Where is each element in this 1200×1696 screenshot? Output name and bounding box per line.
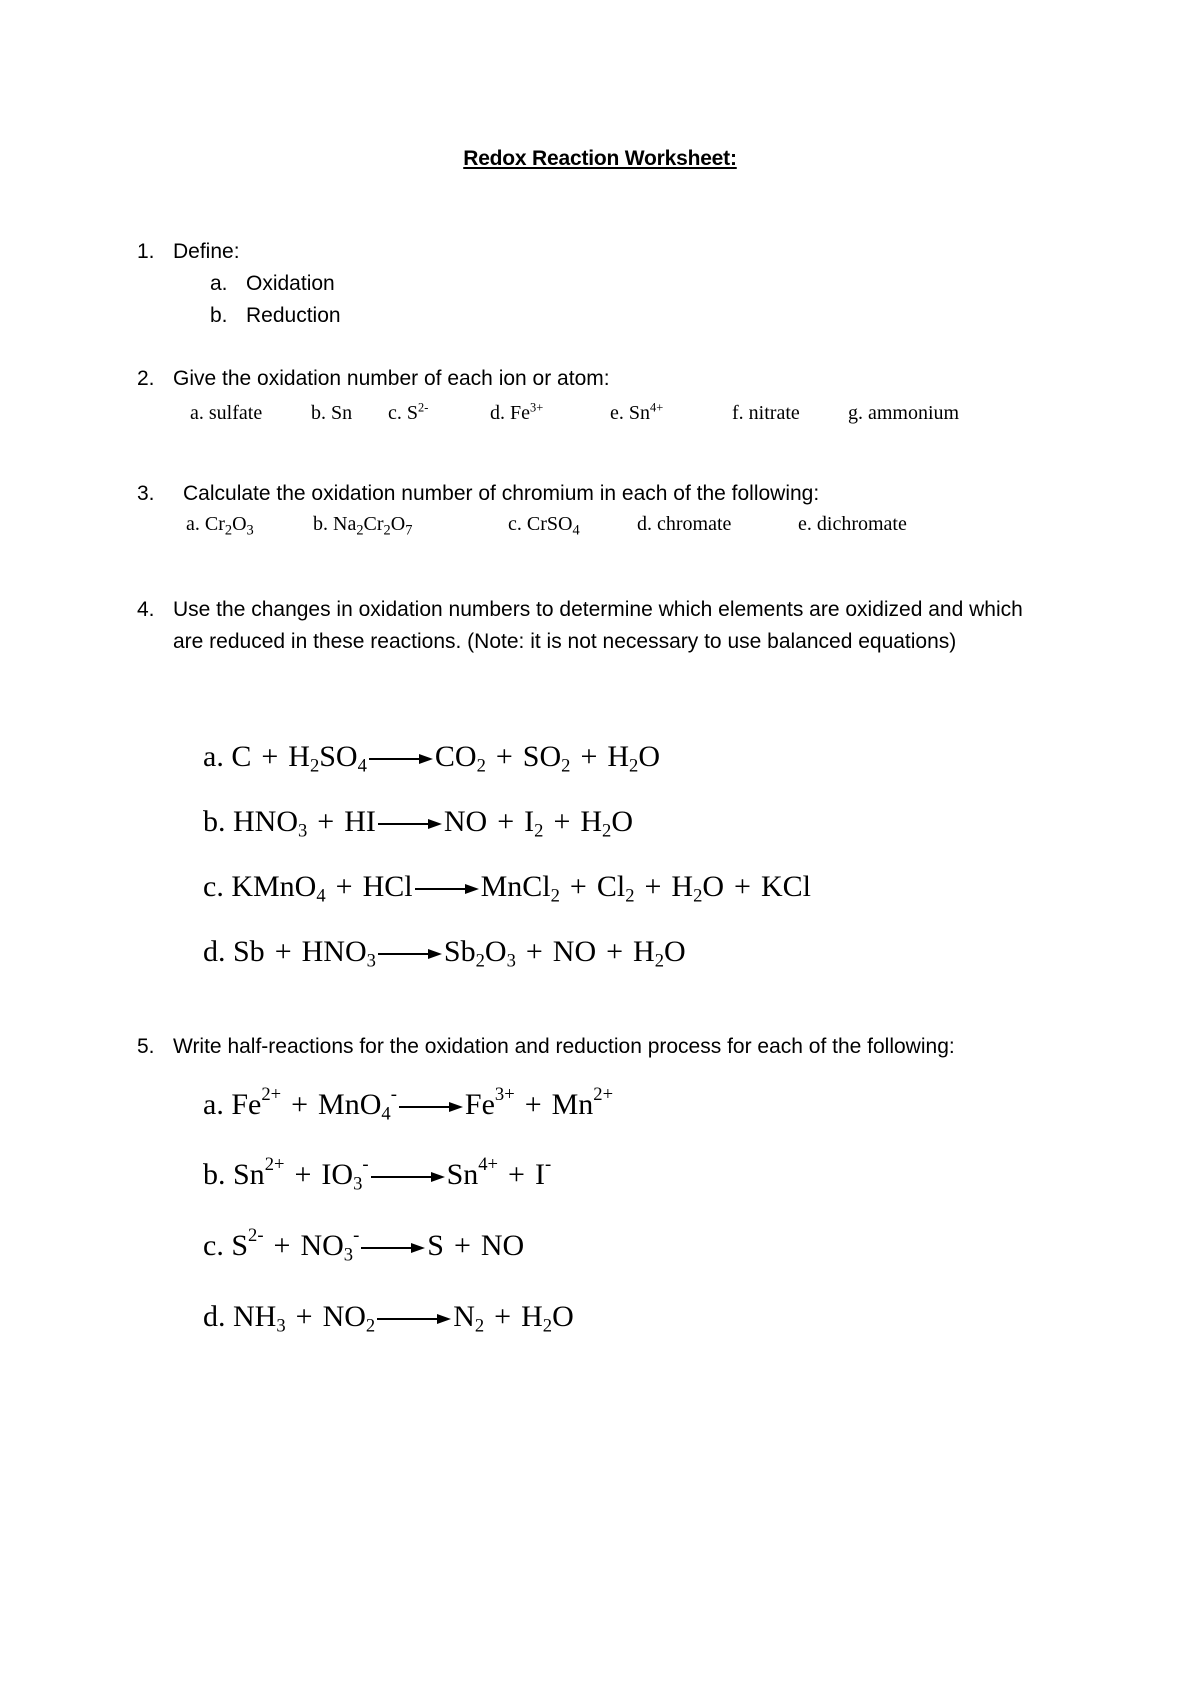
question-4 [137, 598, 1023, 622]
q5-equation-d: d. $NH_3 + NO_2$ $N_2 + H_2O$ [203, 1300, 574, 1337]
question-text: Define: [173, 240, 240, 263]
q3-item-d: d. chromate [637, 513, 732, 535]
q3-item-b: b. $Na_2Cr_2O_7$ [313, 513, 413, 539]
question-text-line-2: are reduced in these reactions. (Note: it is not necessary to use balanced equations) [173, 630, 957, 653]
q4-equation-a: a. $C + H_2SO_4$ $CO_2 + SO_2 + H_2O$ [203, 740, 661, 777]
q4-equation-c: c. KMnO$_4$ + HCl MnCl$_2$ + $Cl_2 + H_2O$ + KCl [203, 870, 811, 907]
q3-item-c: c. CrSO$_4$ [508, 513, 580, 539]
q1-item-b [210, 304, 341, 328]
reaction-arrow-icon [399, 1100, 463, 1114]
question-5 [137, 1035, 955, 1059]
q2-item-c: c. $S^{2-}$ [388, 400, 429, 424]
question-number: 2. [137, 367, 155, 390]
q4-equation-b: b. $HNO_3$ + HI NO + $I_2 + H_2O$ [203, 805, 633, 842]
reaction-arrow-icon [378, 817, 442, 831]
q3-item-a: a. $Cr_2O_3$ [186, 513, 254, 539]
reaction-arrow-icon [369, 752, 433, 766]
question-3 [137, 482, 819, 506]
q2-item-a: a. sulfate [190, 402, 263, 424]
question-number: 3. [137, 482, 155, 505]
q2-item-d: d. $Fe^{3+}$ [490, 400, 544, 424]
item-label: b. [210, 304, 228, 327]
question-1 [137, 240, 240, 264]
reaction-arrow-icon [371, 1170, 445, 1184]
q2-items [0, 402, 1200, 432]
q5-equation-b: b. $Sn^{2+} + IO_3^-$ $Sn^{4+} + I^-$ [203, 1154, 552, 1195]
page-title: Redox Reaction Worksheet: [463, 147, 737, 170]
question-number: 4. [137, 598, 155, 621]
question-text: Give the oxidation number of each ion or atom: [173, 367, 610, 390]
q2-item-e: e. $Sn^{4+}$ [610, 400, 664, 424]
reaction-arrow-icon [361, 1241, 425, 1255]
reaction-arrow-icon [415, 882, 479, 896]
item-text: Oxidation [246, 272, 335, 295]
question-text-line-1: Use the changes in oxidation numbers to determine which elements are oxidized and which [173, 598, 1023, 621]
question-number: 5. [137, 1035, 155, 1058]
q3-items [0, 513, 1200, 543]
q5-equation-c: c. $S^{2-} + NO_3^-$ S + NO [203, 1225, 525, 1266]
q5-equation-a: a. $Fe^{2+} + MnO_4^-$ $Fe^{3+} + Mn^{2+}$ [203, 1084, 614, 1125]
question-text: Write half-reactions for the oxidation and reduction process for each of the following: [173, 1035, 955, 1058]
q2-item-f: f. nitrate [732, 402, 800, 424]
reaction-arrow-icon [377, 1312, 451, 1326]
reaction-arrow-icon [378, 947, 442, 961]
q3-item-e: e. dichromate [798, 513, 907, 535]
q4-equation-d: d. $Sb + HNO_3$ $Sb_2O_3$ + NO + $H_2O$ [203, 935, 686, 972]
item-text: Reduction [246, 304, 341, 327]
item-label: a. [210, 272, 228, 295]
question-number: 1. [137, 240, 155, 263]
q2-item-g: g. ammonium [848, 402, 960, 424]
question-text: Calculate the oxidation number of chromium in each of the following: [183, 482, 820, 505]
question-4-continued [173, 630, 956, 654]
question-2 [137, 367, 610, 391]
q2-item-b: b. Sn [311, 402, 353, 424]
q1-item-a [210, 272, 335, 296]
